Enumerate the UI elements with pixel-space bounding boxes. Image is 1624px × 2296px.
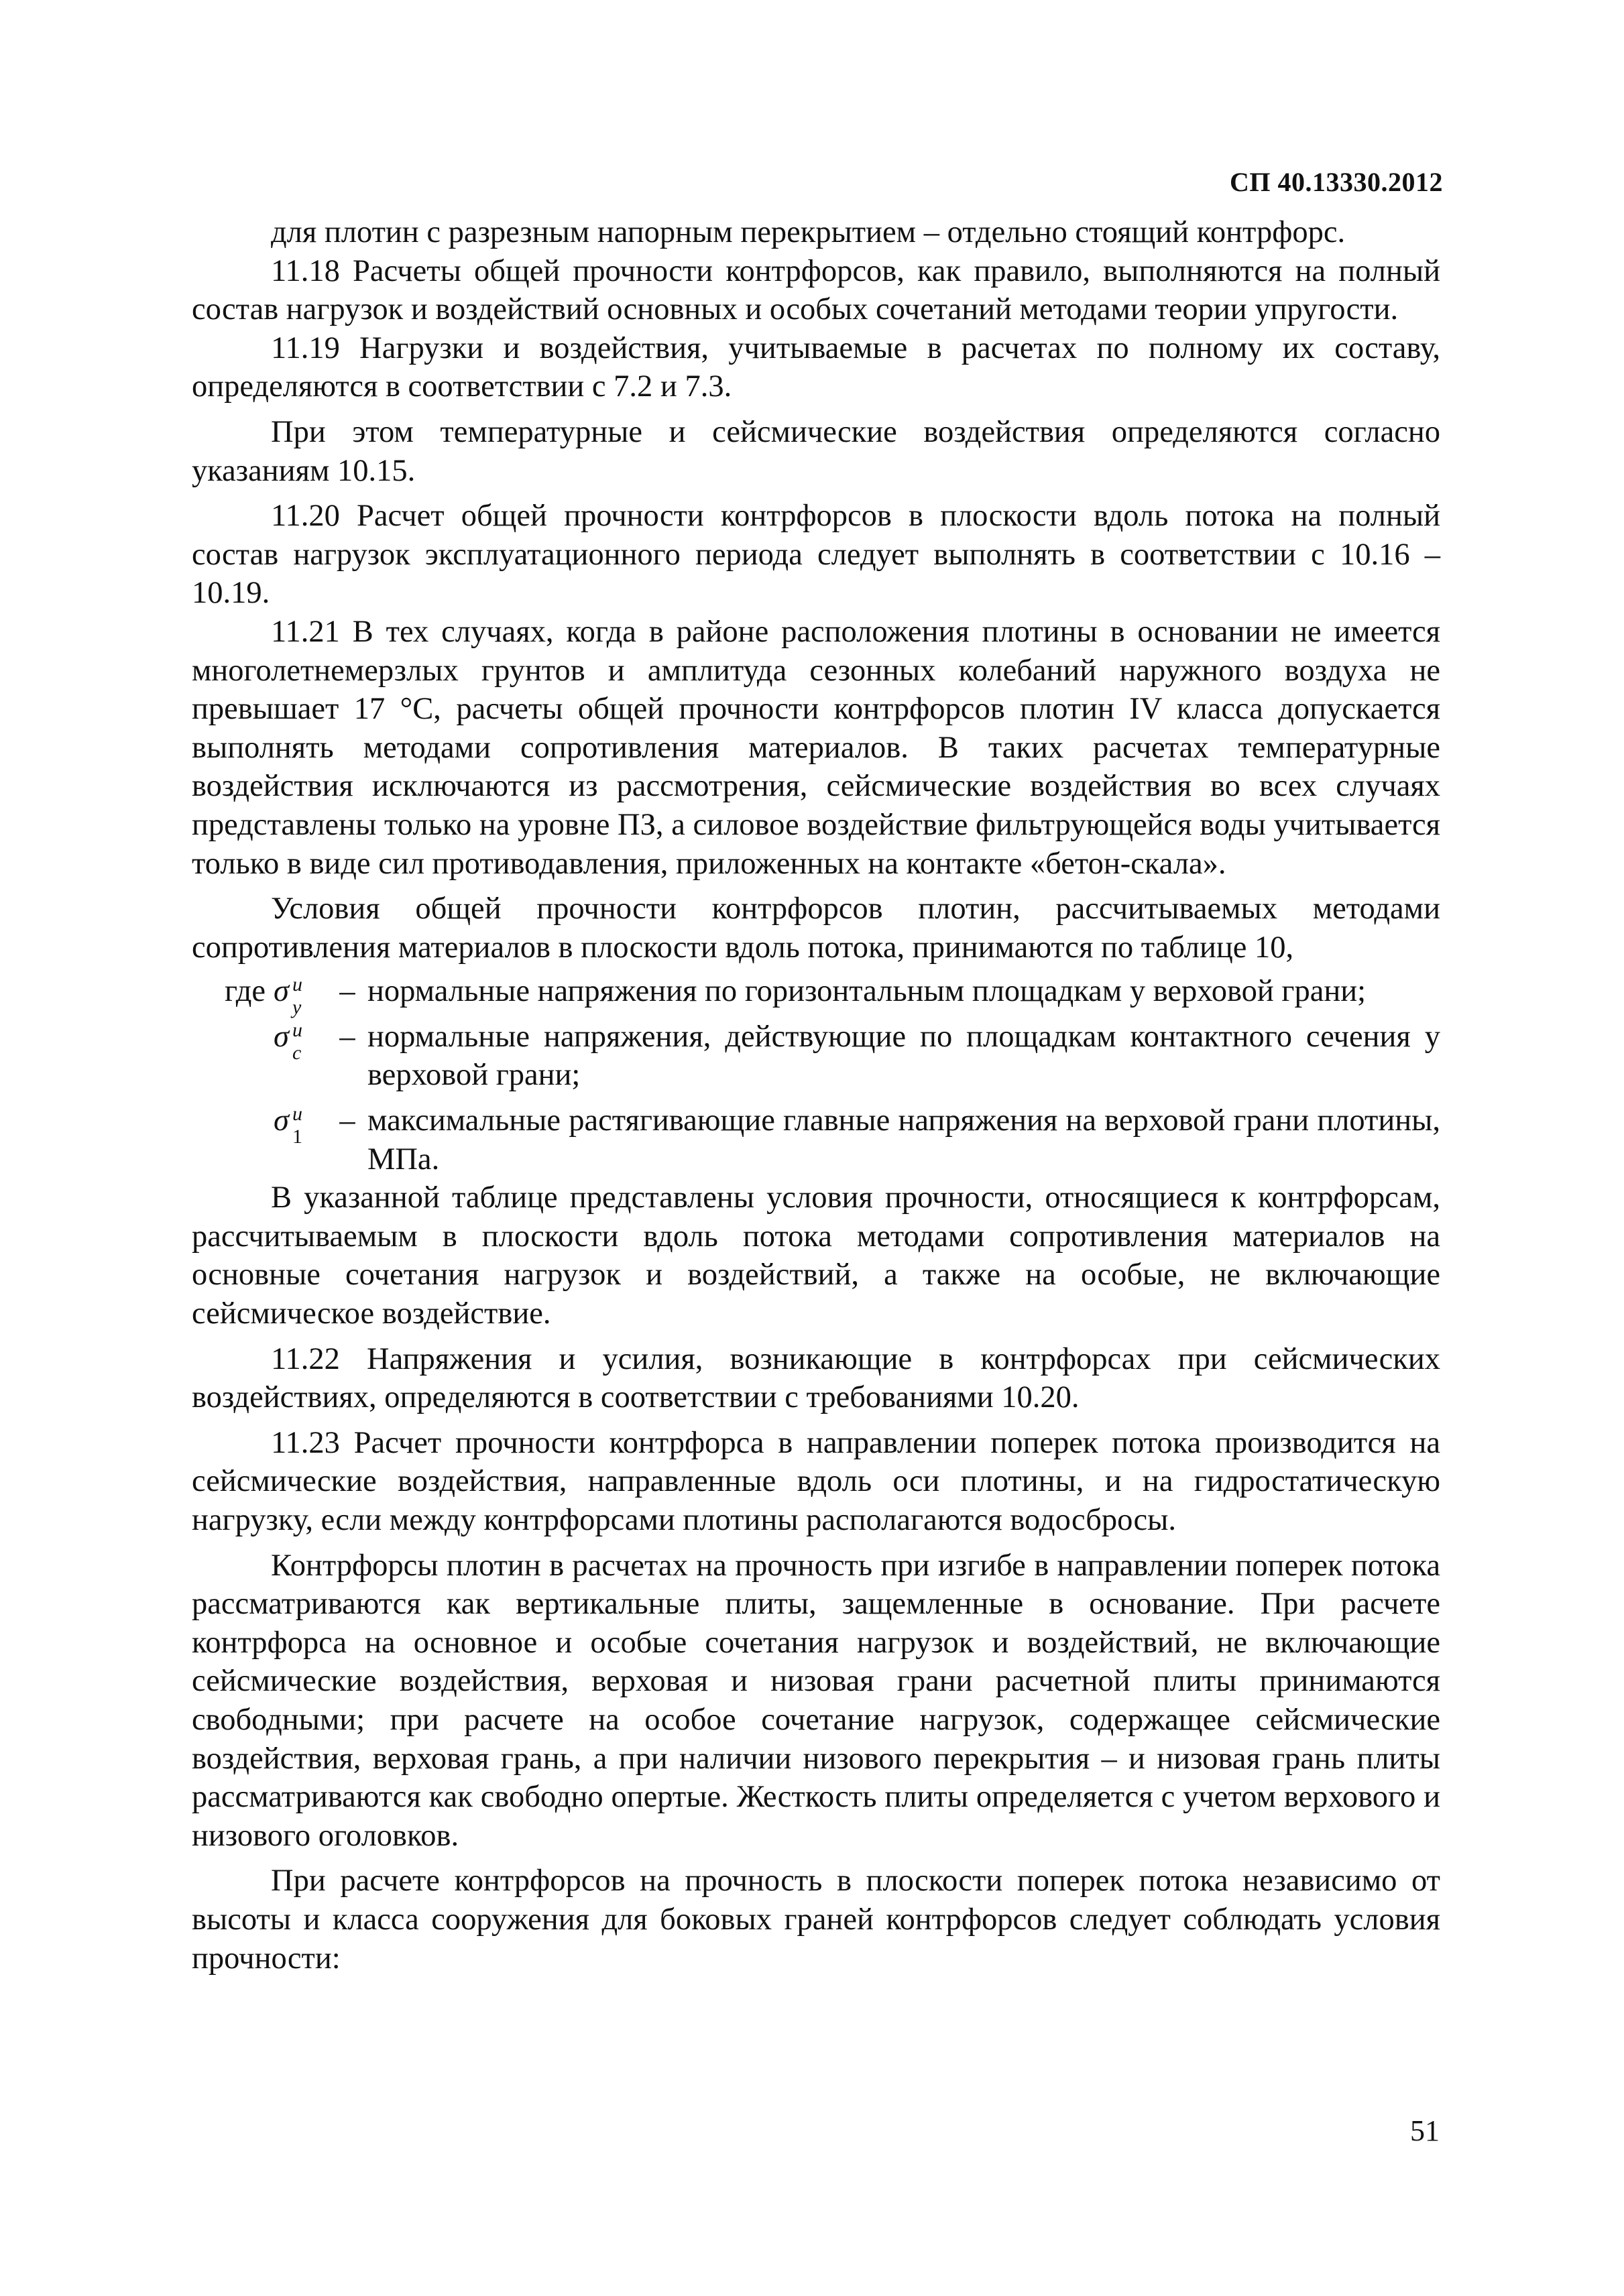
paragraph-11-20: 11.20 Расчет общей прочности контрфорсов в плоскости вдоль потока на полный состав нагрузок эксплуатационного периода следует выполнять в соответствии с 10.16 – 10.19. — [192, 499, 1440, 611]
symbol-superscript: и — [292, 1103, 302, 1126]
definition-row — [192, 972, 1440, 1019]
paragraph: для плотин с разрезным напорным перекрытием – отдельно стоящий контрфорс. — [271, 215, 1346, 249]
definition-dash: – — [339, 974, 355, 1009]
paragraph: В указанной таблице представлены условия прочности, относящиеся к контрфорсам, рассчитываемым в плоскости вдоль потока методами сопротивления материалов на основные сочетания нагрузок и воздействий, а также на особые, не включающие сейсмическое воздействие. — [192, 1181, 1440, 1331]
symbol-superscript: и — [292, 1018, 302, 1041]
paragraph: Условия общей прочности контрфорсов плотин, рассчитываемых методами сопротивления материалов в плоскости вдоль потока, принимаются по таблице 10, — [192, 892, 1440, 965]
page-number: 51 — [1410, 2114, 1440, 2147]
sigma-y-symbol — [274, 972, 327, 1019]
symbol-subscript: y — [292, 996, 302, 1019]
symbol-subscript: c — [292, 1041, 302, 1064]
paragraph-11-21: 11.21 В тех случаях, когда в районе расположения плотины в основании не имеется многолетнемерзлых грунтов и амплитуда сезонных колебаний наружного воздуха не превышает 17 °С, расчеты общей прочности контрфорсов плотин IV класса допускается выполнять методами сопротивления материалов. В таких расчетах температурные воздействия исключаются из рассмотрения, сейсмические воздействия во всех случаях представлены только на уровне ПЗ, а силовое воздействие фильтрующейся воды учитывается только в виде сил противодавления, приложенных на контакте «бетон-скала». — [192, 614, 1440, 881]
symbol-subscript: 1 — [292, 1126, 302, 1148]
definition-text: нормальные напряжения, действующие по площадкам контактного сечения у верховой грани; — [367, 1019, 1440, 1093]
symbol-base: σ — [274, 1019, 289, 1054]
definition-lead-word: где — [224, 974, 266, 1009]
paragraph-11-22: 11.22 Напряжения и усилия, возникающие в контрфорсах при сейсмических воздействиях, определяются в соответствии с требованиями 10.20. — [192, 1341, 1440, 1415]
paragraph: При этом температурные и сейсмические воздействия определяются согласно указаниям 10.15. — [192, 414, 1440, 488]
definition-text: максимальные растягивающие главные напряжения на верховой грани плотины, МПа. — [367, 1103, 1440, 1176]
definition-row — [192, 1018, 1440, 1095]
paragraph-11-19: 11.19 Нагрузки и воздействия, учитываемые в расчетах по полному их составу, определяются в соответствии с 7.2 и 7.3. — [192, 330, 1440, 404]
document-code-header: СП 40.13330.2012 — [1230, 167, 1443, 197]
paragraph-11-23: 11.23 Расчет прочности контрфорса в направлении поперек потока производится на сейсмические воздействия, направленные вдоль оси плотины, и на гидростатическую нагрузку, если между контрфорсами плотины располагаются водосбросы. — [192, 1425, 1440, 1537]
symbol-base: σ — [274, 1103, 289, 1138]
definition-dash: – — [339, 1103, 355, 1138]
body-text — [192, 213, 1440, 1978]
definition-row — [192, 1101, 1440, 1179]
definition-text: нормальные напряжения по горизонтальным площадкам у верховой грани; — [367, 974, 1367, 1009]
sigma-c-symbol — [274, 1018, 327, 1064]
paragraph-11-18: 11.18 Расчеты общей прочности контрфорсов, как правило, выполняются на полный состав нагрузок и воздействий основных и особых сочетаний методами теории упругости. — [192, 253, 1440, 327]
definition-dash: – — [339, 1019, 355, 1054]
sigma-1-symbol — [274, 1101, 327, 1148]
paragraph: При расчете контрфорсов на прочность в плоскости поперек потока независимо от высоты и класса сооружения для боковых граней контрфорсов следует соблюдать условия прочности: — [192, 1864, 1440, 1976]
symbol-superscript: и — [292, 973, 302, 996]
symbol-base: σ — [274, 974, 289, 1009]
paragraph: Контрфорсы плотин в расчетах на прочность при изгибе в направлении поперек потока рассматриваются как вертикальные плиты, защемленные в основание. При расчете контрфорса на основное и особые сочетания нагрузок и воздействий, не включающие сейсмические воздействия, верховая и низовая грани расчетной плиты принимаются свободными; при расчете на особое сочетание нагрузок, содержащее сейсмические воздействия, верховая грань, а при наличии низового перекрытия – и низовая грань плиты рассматриваются как свободно опертые. Жесткость плиты определяется с учетом верхового и низового оголовков. — [192, 1548, 1440, 1853]
symbol-definitions — [192, 972, 1440, 1179]
